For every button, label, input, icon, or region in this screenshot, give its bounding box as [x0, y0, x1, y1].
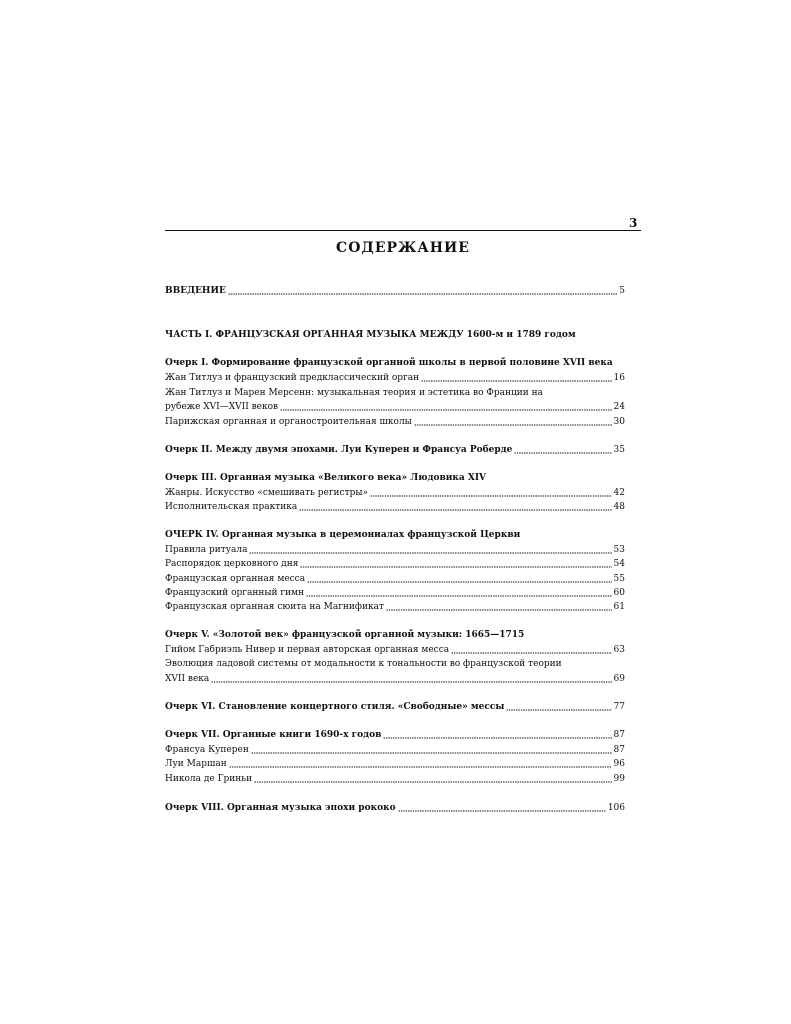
leader-dots [299, 509, 611, 511]
toc-entry-page: 87 [613, 745, 625, 755]
toc-chapter-5-heading[interactable] [165, 627, 625, 641]
toc-chapter-text: ОЧЕРК IV. Органная музыка в церемониалах французской Церкви [165, 530, 521, 540]
toc-entry-1-1[interactable] [165, 370, 625, 384]
toc-entry-1-2-line2[interactable] [165, 399, 625, 413]
page-number: 3 [629, 216, 638, 230]
leader-dots [280, 409, 611, 411]
toc-entry-page: 48 [613, 502, 625, 512]
toc-entry-text: Исполнительская практика [165, 502, 298, 512]
toc-chapter-text: Очерк I. Формирование французской органной школы в первой половине XVII века [165, 358, 613, 368]
toc-entry-text: Жан Титлуз и Марен Мерсенн: музыкальная теория и эстетика во Франции на [165, 388, 543, 398]
leader-dots [398, 810, 606, 812]
toc-part-text: ЧАСТЬ I. ФРАНЦУЗСКАЯ ОРГАННАЯ МУЗЫКА МЕЖДУ 1600-м и 1789 годом [165, 330, 576, 340]
toc-entry-text: Жан Титлуз и французский предклассический орган [165, 373, 420, 383]
toc-entry-text: Французская органная месса [165, 574, 306, 584]
toc-entry-text: Распорядок церковного дня [165, 559, 299, 569]
toc-entry-7-3[interactable] [165, 771, 625, 785]
toc-entry-page: 69 [613, 674, 625, 684]
leader-dots [370, 495, 612, 497]
page-title: СОДЕРЖАНИЕ [336, 240, 470, 256]
toc-chapter-1-heading[interactable] [165, 355, 625, 369]
toc-chapter-text: Очерк III. Органная музыка «Великого века» Людовика XIV [165, 473, 487, 483]
toc-entry-text: XVII века [165, 674, 210, 684]
toc-entry-page: 5 [619, 286, 625, 296]
toc-entry-5-2-line1[interactable] [165, 656, 625, 670]
toc-entry-4-4[interactable] [165, 585, 625, 599]
leader-dots [300, 566, 611, 568]
toc-entry-text: рубеже XVI—XVII веков [165, 402, 279, 412]
toc-entry-4-1[interactable] [165, 542, 625, 556]
toc-entry-text: Французский органный гимн [165, 588, 305, 598]
toc-entry-text: Луи Маршан [165, 759, 227, 769]
toc-chapter-text: Очерк V. «Золотой век» французской органной музыки: 1665—1715 [165, 630, 525, 640]
leader-dots [506, 709, 611, 711]
leader-dots [229, 766, 612, 768]
leader-dots [228, 293, 617, 295]
toc-entry-text: Французская органная сюита на Магнификат [165, 602, 384, 612]
toc-entry-text: ВВЕДЕНИЕ [165, 286, 226, 296]
toc-entry-text: Правила ритуала [165, 545, 248, 555]
leader-dots [307, 581, 611, 583]
toc-chapter-3-heading[interactable] [165, 470, 625, 484]
toc-entry-page: 35 [613, 445, 625, 455]
toc-entry-4-3[interactable] [165, 571, 625, 585]
toc-entry-7-2[interactable] [165, 756, 625, 770]
toc-entry-page: 42 [613, 488, 625, 498]
leader-dots [451, 652, 611, 654]
toc-entry-1-2-line1[interactable] [165, 385, 625, 399]
toc-chapter-text: Очерк VI. Становление концертного стиля. «Свободные» мессы [165, 702, 505, 712]
toc-entry-page: 96 [613, 759, 625, 769]
leader-dots [254, 781, 611, 783]
leader-dots [249, 552, 611, 554]
toc-entry-page: 55 [613, 574, 625, 584]
leader-dots [414, 424, 612, 426]
toc-chapter-8[interactable] [165, 800, 625, 814]
toc-entry-text: Парижская органная и органостроительная школы [165, 417, 412, 427]
toc-chapter-text: Очерк II. Между двумя эпохами. Луи Куперен и Франсуа Роберде [165, 445, 513, 455]
leader-dots [306, 595, 611, 597]
toc-entry-5-2-line2[interactable] [165, 671, 625, 685]
leader-dots [514, 452, 611, 454]
toc-part-heading [165, 327, 625, 341]
toc-chapter-7-heading[interactable] [165, 727, 625, 741]
toc-entry-text: Франсуа Куперен [165, 745, 249, 755]
toc-entry-text: Эволюция ладовой системы от модальности к тональности во французской теории [165, 659, 562, 669]
toc-entry-intro[interactable] [165, 283, 625, 297]
toc-chapter-6[interactable] [165, 699, 625, 713]
toc-entry-3-2[interactable] [165, 499, 625, 513]
leader-dots [383, 737, 611, 739]
toc-entry-page: 77 [613, 702, 625, 712]
toc-entry-7-1[interactable] [165, 742, 625, 756]
leader-dots [251, 752, 612, 754]
toc-entry-4-5[interactable] [165, 599, 625, 613]
toc-entry-page: 54 [613, 559, 625, 569]
toc-chapter-2[interactable] [165, 442, 625, 456]
header-rule [165, 230, 641, 231]
toc-entry-5-1[interactable] [165, 642, 625, 656]
toc-entry-page: 106 [607, 803, 625, 813]
leader-dots [421, 380, 611, 382]
toc-entry-4-2[interactable] [165, 556, 625, 570]
leader-dots [386, 609, 612, 611]
toc-entry-page: 16 [613, 373, 625, 383]
toc-entry-page: 60 [613, 588, 625, 598]
toc-entry-page: 87 [613, 730, 625, 740]
toc-chapter-4-heading[interactable] [165, 527, 625, 541]
toc-entry-text: Никола де Гриньи [165, 774, 253, 784]
toc-chapter-text: Очерк VIII. Органная музыка эпохи рококо [165, 803, 396, 813]
leader-dots [211, 681, 611, 683]
toc-entry-1-3[interactable] [165, 414, 625, 428]
toc-entry-page: 61 [613, 602, 625, 612]
toc-entry-page: 99 [613, 774, 625, 784]
toc-entry-text: Гийом Габриэль Нивер и первая авторская органная месса [165, 645, 450, 655]
toc-entry-page: 53 [613, 545, 625, 555]
toc-entry-text: Жанры. Искусство «смешивать регистры» [165, 488, 369, 498]
toc-entry-page: 30 [613, 417, 625, 427]
toc-entry-3-1[interactable] [165, 485, 625, 499]
toc-entry-page: 63 [613, 645, 625, 655]
toc-chapter-text: Очерк VII. Органные книги 1690-х годов [165, 730, 382, 740]
toc-entry-page: 24 [613, 402, 625, 412]
